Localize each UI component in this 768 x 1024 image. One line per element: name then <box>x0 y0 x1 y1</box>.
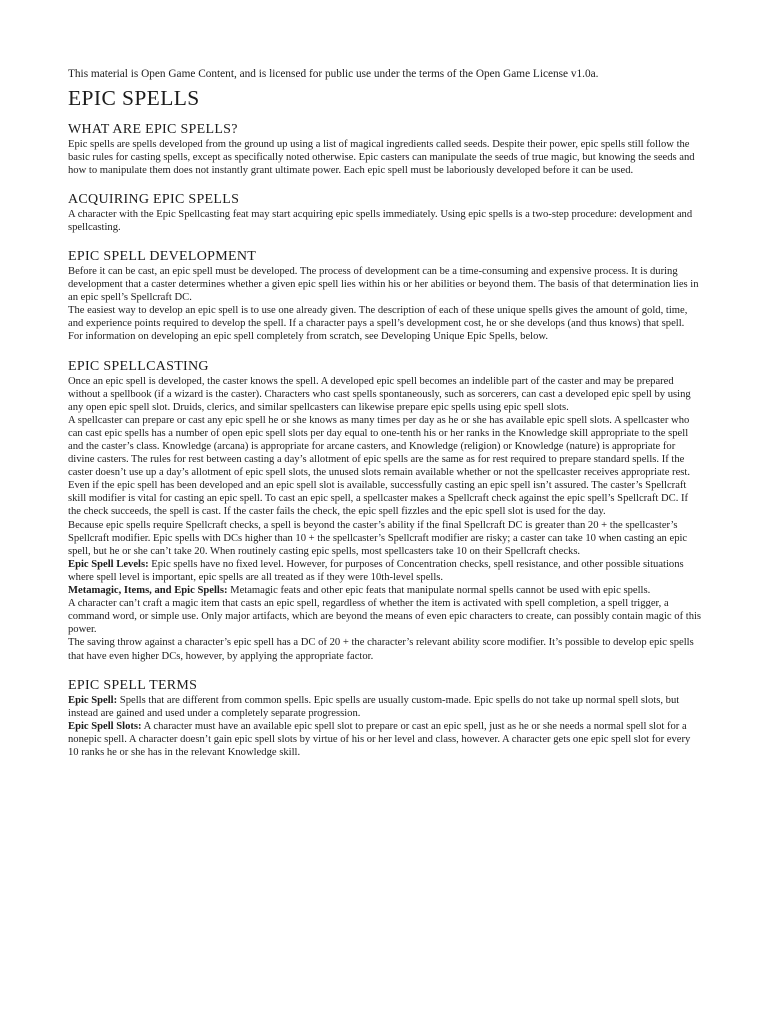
paragraph <box>68 414 702 479</box>
paragraph <box>68 375 702 414</box>
paragraph <box>68 519 702 558</box>
paragraph-text: Because epic spells require Spellcraft checks, a spell is beyond the caster’s ability if the final Spellcraft DC is greater than 20 + the spellcaster’s Spellcraft modifier. Epic spells with DCs higher than 10 + the spellcaster’s Spellcraft modifier are risky; a caster can take 10 when casting an epic spell, but he or she can’t take 20. When routinely casting epic spells, most spellcasters take 10 on their Spellcraft checks. <box>68 519 688 557</box>
paragraph-text: A spellcaster can prepare or cast any epic spell he or she knows as many times per day as he or she has available epic spell slots. A spellcaster who can cast epic spells has a number of open epic spell slots per day equal to one-tenth his or her ranks in the Knowledge skill appropriate to the spell and the caster’s class. Knowledge (arcana) is appropriate for arcane casters, and Knowledge (religion) or Knowledge (nature) is appropriate for divine casters. The rules for rest between casting a day’s allotment of epic spells are the same as for rest required to prepare standard spells. If the caster doesn’t use up a day’s allotment of epic spell slots, the unused slots remain available whether or not the spellcaster receives appropriate rest. <box>68 414 690 479</box>
paragraph <box>68 720 702 759</box>
paragraph-term: Epic Spell: <box>68 694 118 706</box>
paragraph <box>68 330 702 343</box>
paragraph <box>68 597 702 636</box>
paragraph-text: Epic spells are spells developed from the ground up using a list of magical ingredients called seeds. Despite their power, epic spells still follow the basic rules for casting spells, except as specifically noted otherwise. Epic casters can manipulate the seeds of true magic, but knowing the seeds and how to manipulate them does not instantly grant ultimate power. Each epic spell must be laboriously developed before it can be used. <box>68 138 695 176</box>
paragraph-text: For information on developing an epic spell completely from scratch, see Developing Unique Epic Spells, below. <box>68 331 549 343</box>
paragraph-text: Once an epic spell is developed, the caster knows the spell. A developed epic spell becomes an indelible part of the caster and may be prepared without a spellbook (if a wizard is the caster). Characters who cast spells spontaneously, such as sorcerers, can cast a developed epic spell by using any open epic spell slot. Druids, clerics, and similar spellcasters can likewise prepare epic spells using epic spell slots. <box>68 375 691 413</box>
paragraph <box>68 479 702 518</box>
section-heading: EPIC SPELL DEVELOPMENT <box>68 248 257 264</box>
paragraph <box>68 636 702 662</box>
section-heading: EPIC SPELL TERMS <box>68 677 198 693</box>
paragraph <box>68 558 702 584</box>
paragraph-text: A character can’t craft a magic item that casts an epic spell, regardless of whether the item is activated with spell completion, a spell trigger, a command word, or simple use. Only major artifacts, which are beyond the means of even epic characters to create, can possibly contain magic of this power. <box>68 598 702 636</box>
paragraph-text: Metamagic feats and other epic feats that manipulate normal spells cannot be used with epic spells. <box>227 585 651 597</box>
paragraph-text: A character with the Epic Spellcasting feat may start acquiring epic spells immediately. Using epic spells is a two-step procedure: development and spellcasting. <box>68 208 693 233</box>
document-page <box>68 68 702 759</box>
paragraph-text: Even if the epic spell has been developed and an epic spell slot is available, successfully casting an epic spell isn’t assured. The caster’s Spellcraft skill modifier is vital for casting an epic spell. To cast an epic spell, a spellcaster makes a Spellcraft check against the epic spell’s Spellcraft DC. If the check succeeds, the spell is cast. If the caster fails the check, the epic spell fizzles and the epic spell slot is used for the day. <box>68 480 689 518</box>
paragraph-text: The easiest way to develop an epic spell is to use one already given. The description of each of these unique spells gives the amount of gold, time, and experience points required to develop the spell. If a character pays a spell’s development cost, he or she develops (and thus knows) that spell. <box>68 305 688 330</box>
section-acquiring-epic-spells <box>68 191 702 234</box>
paragraph <box>68 265 702 304</box>
section-epic-spell-development <box>68 248 702 344</box>
paragraph <box>68 694 702 720</box>
paragraph <box>68 138 702 177</box>
paragraph <box>68 208 702 234</box>
paragraph <box>68 584 702 597</box>
paragraph-text: Spells that are different from common spells. Epic spells are usually custom-made. Epic spells do not take up normal spell slots, but instead are gained and used under a completely separate progression. <box>68 694 680 719</box>
paragraph-term: Metamagic, Items, and Epic Spells: <box>68 585 228 597</box>
paragraph-text: A character must have an available epic spell slot to prepare or cast an epic spell, just as he or she needs a normal spell slot for a nonepic spell. A character doesn’t gain epic spell slots by virtue of his or her level and class, however. A character gets one epic spell slot for every 10 ranks he or she has in the relevant Knowledge skill. <box>68 720 691 758</box>
document-title: EPIC SPELLS <box>68 85 200 110</box>
paragraph <box>68 304 702 330</box>
section-epic-spell-terms <box>68 677 702 759</box>
paragraph-text: Epic spells have no fixed level. However, for purposes of Concentration checks, spell resistance, and other possible situations where spell level is important, epic spells are all treated as if they were 10th-level spells. <box>68 558 684 583</box>
paragraph-term: Epic Spell Levels: <box>68 558 149 570</box>
section-epic-spellcasting <box>68 358 702 663</box>
section-what-are-epic-spells <box>68 121 702 177</box>
section-heading: WHAT ARE EPIC SPELLS? <box>68 121 238 137</box>
paragraph-text: Before it can be cast, an epic spell must be developed. The process of development can be a time-consuming and expensive process. It is during development that a caster determines whether a given epic spell lies within his or her abilities or beyond them. The basis of that determination lies in an epic spell’s Spellcraft DC. <box>68 265 699 304</box>
section-heading: EPIC SPELLCASTING <box>68 358 209 374</box>
paragraph-term: Epic Spell Slots: <box>68 720 142 732</box>
license-notice: This material is Open Game Content, and is licensed for public use under the terms of the Open Game License v1.0a. <box>68 68 599 80</box>
section-heading: ACQUIRING EPIC SPELLS <box>68 191 240 207</box>
paragraph-text: The saving throw against a character’s epic spell has a DC of 20 + the character’s relevant ability score modifier. It’s possible to develop epic spells that have even higher DCs, however, by applying the appropriate factor. <box>68 637 694 662</box>
